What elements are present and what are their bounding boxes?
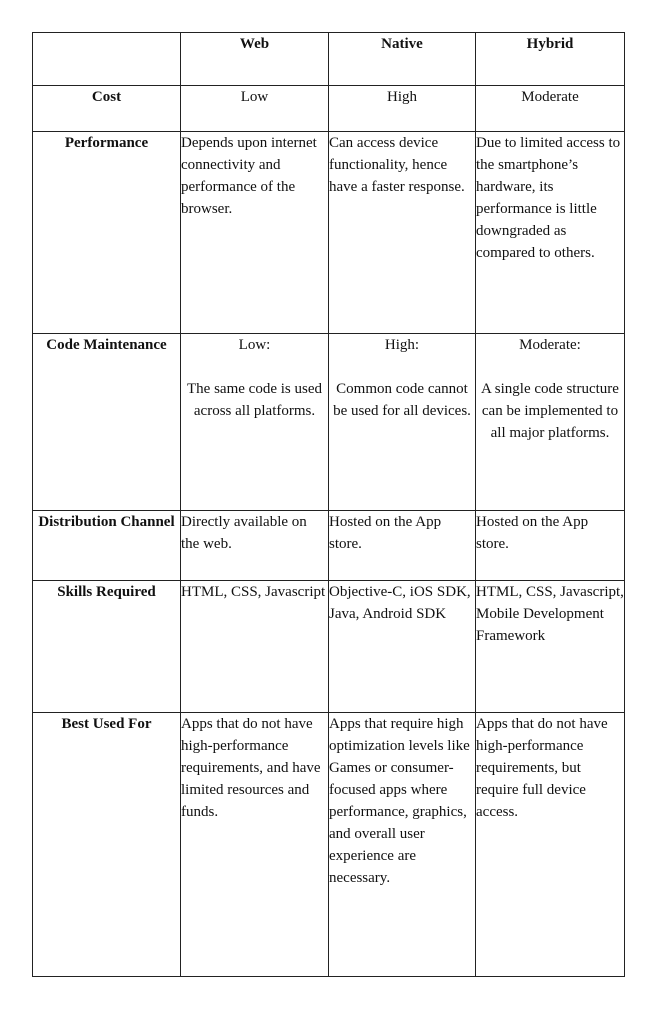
best-used-native: Apps that require high optimization levels like Games or consumer-focused apps where performance, graphics, and overall user experience are necessary. xyxy=(329,713,476,977)
best-used-web: Apps that do not have high-performance requirements, and have limited resources and funds. xyxy=(181,713,329,977)
code-maintenance-native xyxy=(329,334,476,511)
header-row xyxy=(33,33,625,86)
code-maintenance-hybrid xyxy=(476,334,625,511)
row-label-best-used-for: Best Used For xyxy=(33,713,181,977)
header-hybrid: Hybrid xyxy=(476,33,625,86)
performance-hybrid: Due to limited access to the smartphone’s hardware, its performance is little downgraded as compared to others. xyxy=(476,132,625,334)
code-maintenance-hybrid-title: Moderate: xyxy=(519,337,581,353)
cost-hybrid: Moderate xyxy=(476,86,625,132)
skills-native: Objective-C, iOS SDK, Java, Android SDK xyxy=(329,581,476,713)
code-maintenance-web xyxy=(181,334,329,511)
row-label-performance: Performance xyxy=(33,132,181,334)
row-cost xyxy=(33,86,625,132)
skills-hybrid: HTML, CSS, Javascript, Mobile Development Framework xyxy=(476,581,625,713)
performance-web: Depends upon internet connectivity and performance of the browser. xyxy=(181,132,329,334)
code-maintenance-web-text: The same code is used across all platforms. xyxy=(187,381,322,419)
best-used-hybrid: Apps that do not have high-performance requirements, but require full device access. xyxy=(476,713,625,977)
header-empty-cell xyxy=(33,33,181,86)
comparison-table xyxy=(32,32,625,977)
cost-native: High xyxy=(329,86,476,132)
row-label-cost: Cost xyxy=(33,86,181,132)
code-maintenance-native-text: Common code cannot be used for all devices. xyxy=(333,381,471,419)
row-performance xyxy=(33,132,625,334)
header-native: Native xyxy=(329,33,476,86)
code-maintenance-hybrid-text: A single code structure can be implemented to all major platforms. xyxy=(481,381,619,441)
row-best-used-for xyxy=(33,713,625,977)
skills-web: HTML, CSS, Javascript xyxy=(181,581,329,713)
row-distribution-channel xyxy=(33,511,625,581)
performance-native: Can access device functionality, hence have a faster response. xyxy=(329,132,476,334)
code-maintenance-web-title: Low: xyxy=(238,337,271,353)
row-label-distribution-channel: Distribution Channel xyxy=(33,511,181,581)
cost-web: Low xyxy=(181,86,329,132)
row-code-maintenance xyxy=(33,334,625,511)
distribution-hybrid: Hosted on the App store. xyxy=(476,511,625,581)
distribution-web: Directly available on the web. xyxy=(181,511,329,581)
header-web: Web xyxy=(181,33,329,86)
row-label-skills-required: Skills Required xyxy=(33,581,181,713)
code-maintenance-native-title: High: xyxy=(384,337,420,353)
distribution-native: Hosted on the App store. xyxy=(329,511,476,581)
row-label-code-maintenance: Code Maintenance xyxy=(33,334,181,511)
row-skills-required xyxy=(33,581,625,713)
